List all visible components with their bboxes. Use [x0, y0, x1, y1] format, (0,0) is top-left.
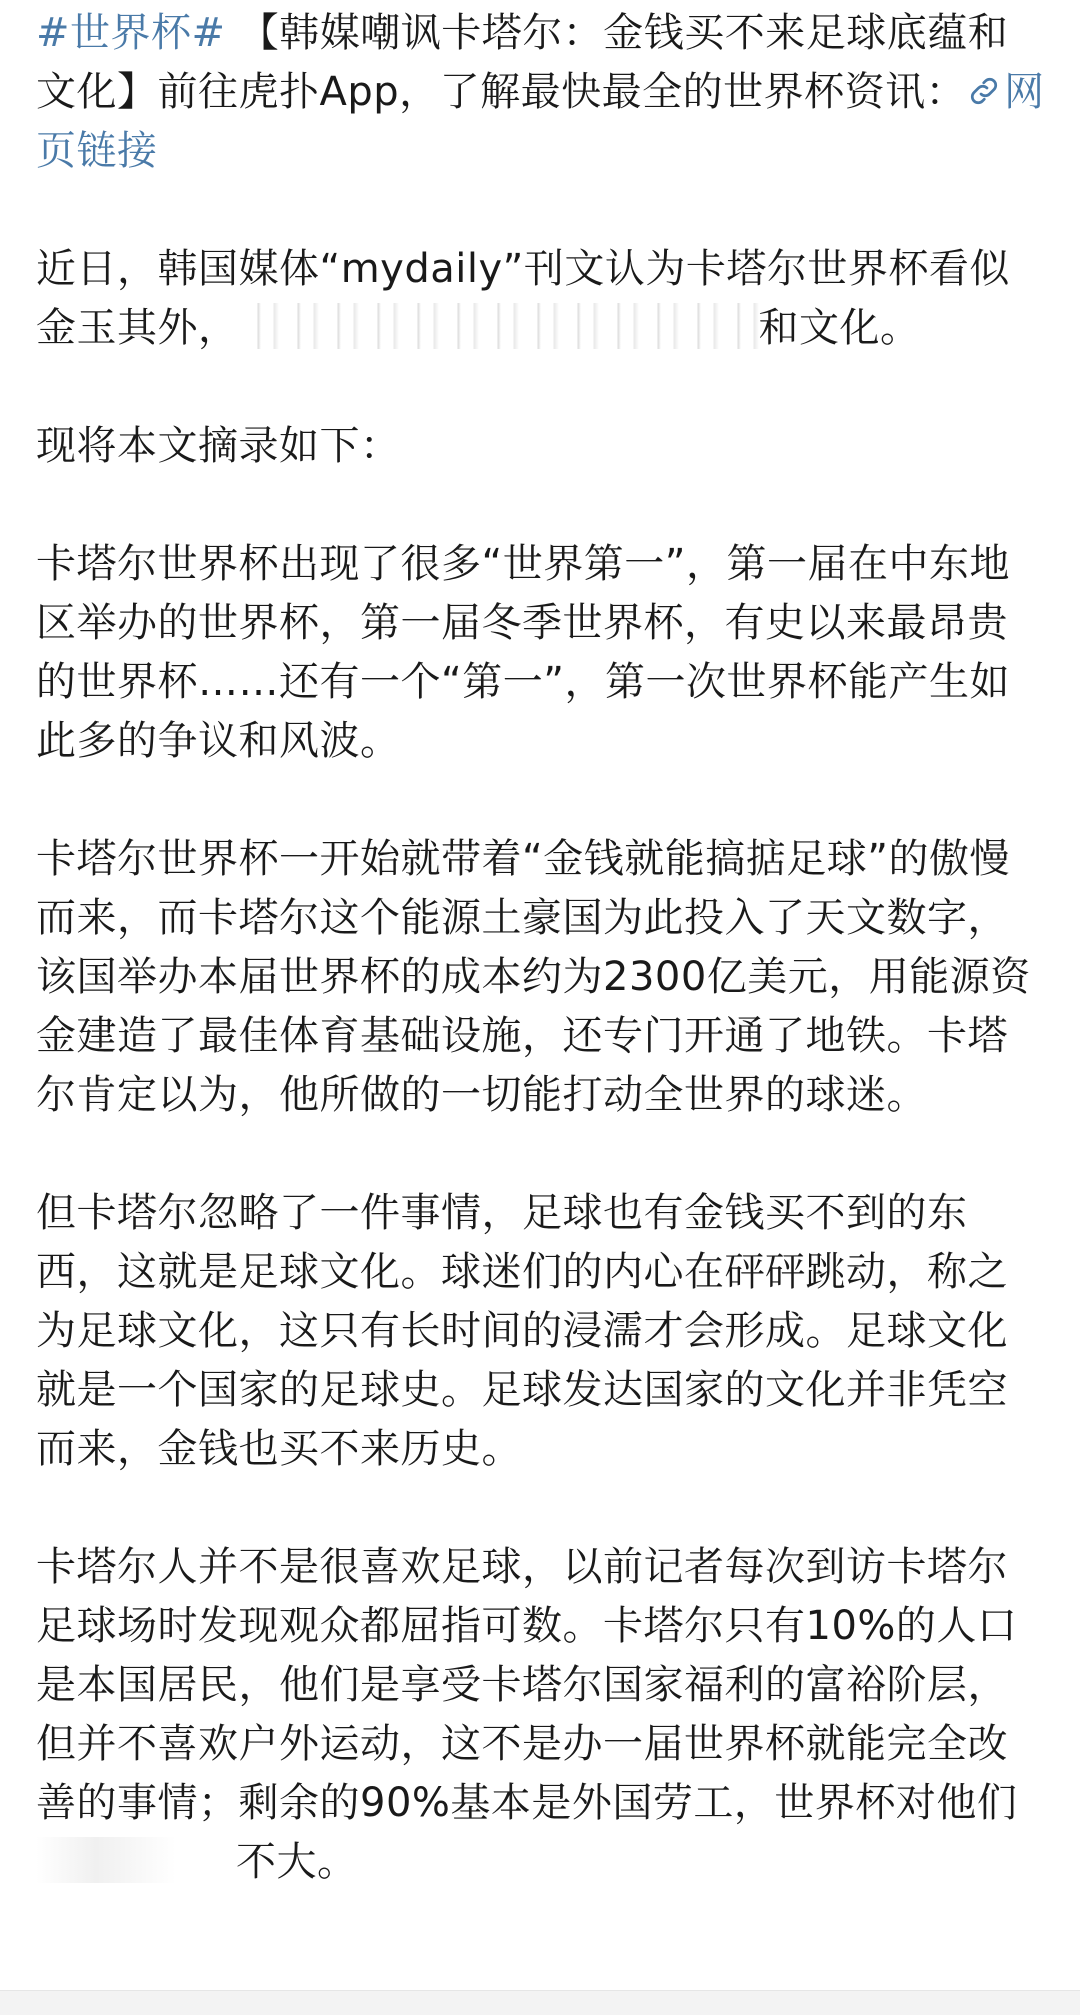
paragraph-1-text-a: 近日，韩国媒体“mydaily”刊文认为卡塔尔世界杯看似金玉其外，: [36, 246, 1010, 351]
paragraph-5: 但卡塔尔忽略了一件事情，足球也有金钱买不到的东西，这就是足球文化。球迷们的内心在砰砰跳动，称之为足球文化，这只有长时间的浸濡才会形成。足球文化就是一个国家的足球史。足球发达国家的文化并非凭空而来，金钱也买不来历史。: [36, 1190, 1008, 1472]
paragraph-6: [36, 1538, 1046, 1892]
weibo-post: [36, 4, 1046, 1951]
paragraph-3: 卡塔尔世界杯出现了很多“世界第一”，第一届在中东地区举办的世界杯，第一届冬季世界杯，有史以来最昂贵的世界杯……还有一个“第一”，第一次世界杯能产生如此多的争议和风波。: [36, 541, 1010, 764]
hashtag-link[interactable]: #世界杯#: [36, 10, 226, 56]
intro-text: 【韩媒嘲讽卡塔尔：金钱买不来足球底蕴和文化】前往虎扑App，了解最快最全的世界杯资讯：: [36, 10, 1009, 115]
bottom-bar: [0, 1990, 1080, 2015]
obscured-text: [239, 303, 759, 349]
link-icon: [966, 73, 1002, 109]
paragraph-1: [36, 240, 1046, 358]
paragraph-6-text-a: 卡塔尔人并不是很喜欢足球，以前记者每次到访卡塔尔足球场时发现观众都屈指可数。卡塔尔只有10%的人口是本国居民，他们是享受卡塔尔国家福利的富裕阶层，但并不喜欢户外运动，这不是办一届世界杯就能完全改善的事情；剩余的90%基本是外国劳工，世界杯对他们: [36, 1544, 1018, 1826]
web-link-label: 网页链接: [36, 69, 1045, 174]
paragraph-1-text-b: 和文化。: [758, 305, 921, 351]
paragraph-6-text-b: 不大。: [236, 1839, 358, 1885]
paragraph-2: 现将本文摘录如下：: [36, 423, 401, 469]
paragraph-4: 卡塔尔世界杯一开始就带着“金钱就能搞掂足球”的傲慢而来，而卡塔尔这个能源土豪国为此投入了天文数字，该国举办本届世界杯的成本约为2300亿美元，用能源资金建造了最佳体育基础设施，还专门开通了地铁。卡塔尔肯定以为，他所做的一切能打动全世界的球迷。: [36, 836, 1031, 1118]
post-intro: [36, 4, 1046, 181]
obscured-text-2: [36, 1837, 236, 1883]
